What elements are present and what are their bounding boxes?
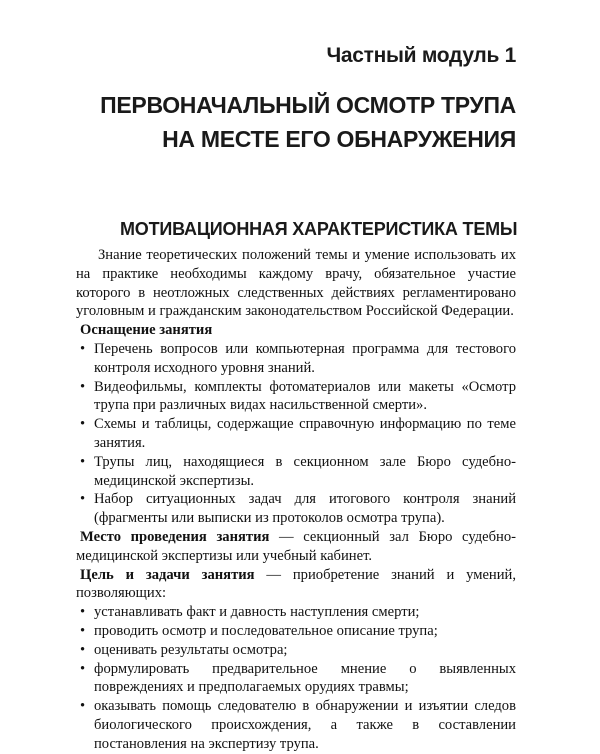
goals-list <box>76 603 516 753</box>
goals-label: Цель и задачи занятия <box>80 566 255 583</box>
bullet-icon: • <box>80 453 86 470</box>
title-line: НА МЕСТЕ ЕГО ОБНАРУЖЕНИЯ <box>162 126 516 152</box>
module-label: Частный модуль 1 <box>326 44 516 67</box>
bullet-icon: • <box>80 378 86 395</box>
page-title <box>100 88 516 156</box>
list-item <box>76 622 516 641</box>
list-item-text: Видеофильмы, комплекты фотоматериалов или макеты «Осмотр трупа при различных видах насильственной смерти». <box>94 378 516 414</box>
list-item-text: проводить осмотр и последовательное описание трупа; <box>94 622 438 639</box>
list-item-text: оценивать результаты осмотра; <box>94 641 288 658</box>
bullet-icon: • <box>80 604 86 621</box>
list-item <box>76 641 516 660</box>
list-item-text: формулировать предварительное мнение о выявленных повреждениях и предполагаемых орудиях травмы; <box>94 660 516 696</box>
list-item-text: оказывать помощь следователю в обнаружении и изъятии следов биологического происхождения, а также в составлении постановления на экспертизу трупа. <box>94 698 516 752</box>
list-item <box>76 415 516 453</box>
equipment-heading: Оснащение занятия <box>80 322 213 339</box>
bullet-icon: • <box>80 698 86 715</box>
list-item <box>76 697 516 753</box>
bullet-icon: • <box>80 416 86 433</box>
goals-text: — приобретение знаний и умений, позволяющих: <box>76 566 517 602</box>
bullet-icon: • <box>80 660 86 677</box>
list-item-text: Схемы и таблицы, содержащие справочную информацию по теме занятия. <box>94 416 516 451</box>
title-line: ПЕРВОНАЧАЛЬНЫЙ ОСМОТР ТРУПА <box>100 92 516 118</box>
venue-paragraph <box>76 528 516 566</box>
equipment-list <box>76 340 516 528</box>
list-item-text: Перечень вопросов или компьютерная программа для тестового контроля исходного уровня знаний. <box>94 340 516 376</box>
venue-text: — секционный зал Бюро судебно-медицинской экспертизы или учебный кабинет. <box>76 528 516 564</box>
list-item <box>76 490 516 528</box>
bullet-icon: • <box>80 622 86 639</box>
bullet-icon: • <box>80 641 86 658</box>
list-item <box>76 660 516 698</box>
list-item <box>76 603 516 622</box>
section-heading: МОТИВАЦИОННАЯ ХАРАКТЕРИСТИКА ТЕМЫ <box>120 219 518 239</box>
list-item-text: Трупы лиц, находящиеся в секционном зале Бюро судебно-медицинской экспертизы. <box>94 453 516 489</box>
list-item-text: устанавливать факт и давность наступления смерти; <box>94 604 420 621</box>
list-item <box>76 340 516 378</box>
venue-label: Место проведения занятия <box>80 528 270 545</box>
intro-paragraph: Знание теоретических положений темы и умение использовать их на практике необходимы каждому врачу, обязательное участие которого в неотложных следственных действиях регламентировано уголовным и гражданским законодательством Российской Федерации. <box>76 247 516 320</box>
list-item <box>76 453 516 491</box>
goals-paragraph <box>76 566 516 604</box>
bullet-icon: • <box>80 340 86 357</box>
list-item-text: Набор ситуационных задач для итогового контроля знаний (фрагменты или выписки из протоколов осмотра трупа). <box>94 491 516 527</box>
bullet-icon: • <box>80 491 86 508</box>
body-text <box>76 246 516 754</box>
list-item <box>76 378 516 416</box>
